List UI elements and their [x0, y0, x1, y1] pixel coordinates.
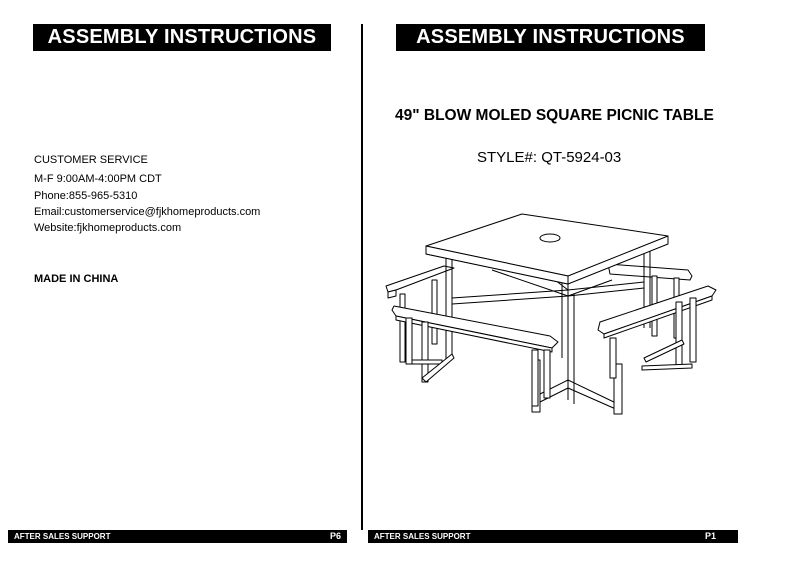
- right-header-bar: [396, 24, 705, 51]
- service-hours: M-F 9:00AM-4:00PM CDT: [34, 173, 162, 186]
- center-fold-divider: [361, 24, 363, 530]
- website: Website:fjkhomeproducts.com: [34, 222, 182, 235]
- front-left-bench: [392, 306, 558, 406]
- style-number: STYLE#: QT-5924-03: [477, 149, 622, 166]
- email-address: Email:customerservice@fjkhomeproducts.com: [34, 205, 261, 218]
- left-page-number: P6: [329, 531, 341, 541]
- left-footer-bar: [8, 530, 347, 543]
- left-header-title: ASSEMBLY INSTRUCTIONS: [47, 26, 317, 48]
- left-header-bar: [33, 24, 331, 51]
- umbrella-hole: [540, 234, 560, 242]
- right-footer-bar: [368, 530, 738, 543]
- right-page-number: P1: [704, 531, 716, 541]
- phone-number: Phone:855-965-5310: [34, 189, 138, 202]
- picnic-table-illustration: [382, 210, 718, 420]
- customer-service-heading: CUSTOMER SERVICE: [34, 154, 148, 166]
- customer-service-block: [34, 152, 260, 236]
- right-header-title: ASSEMBLY INSTRUCTIONS: [416, 26, 685, 48]
- left-page: [0, 0, 363, 569]
- made-in-label: MADE IN CHINA: [34, 273, 119, 285]
- left-footer-label: AFTER SALES SUPPORT: [14, 532, 111, 541]
- product-title: 49" BLOW MOLED SQUARE PICNIC TABLE: [395, 107, 714, 124]
- right-footer-label: AFTER SALES SUPPORT: [374, 532, 471, 541]
